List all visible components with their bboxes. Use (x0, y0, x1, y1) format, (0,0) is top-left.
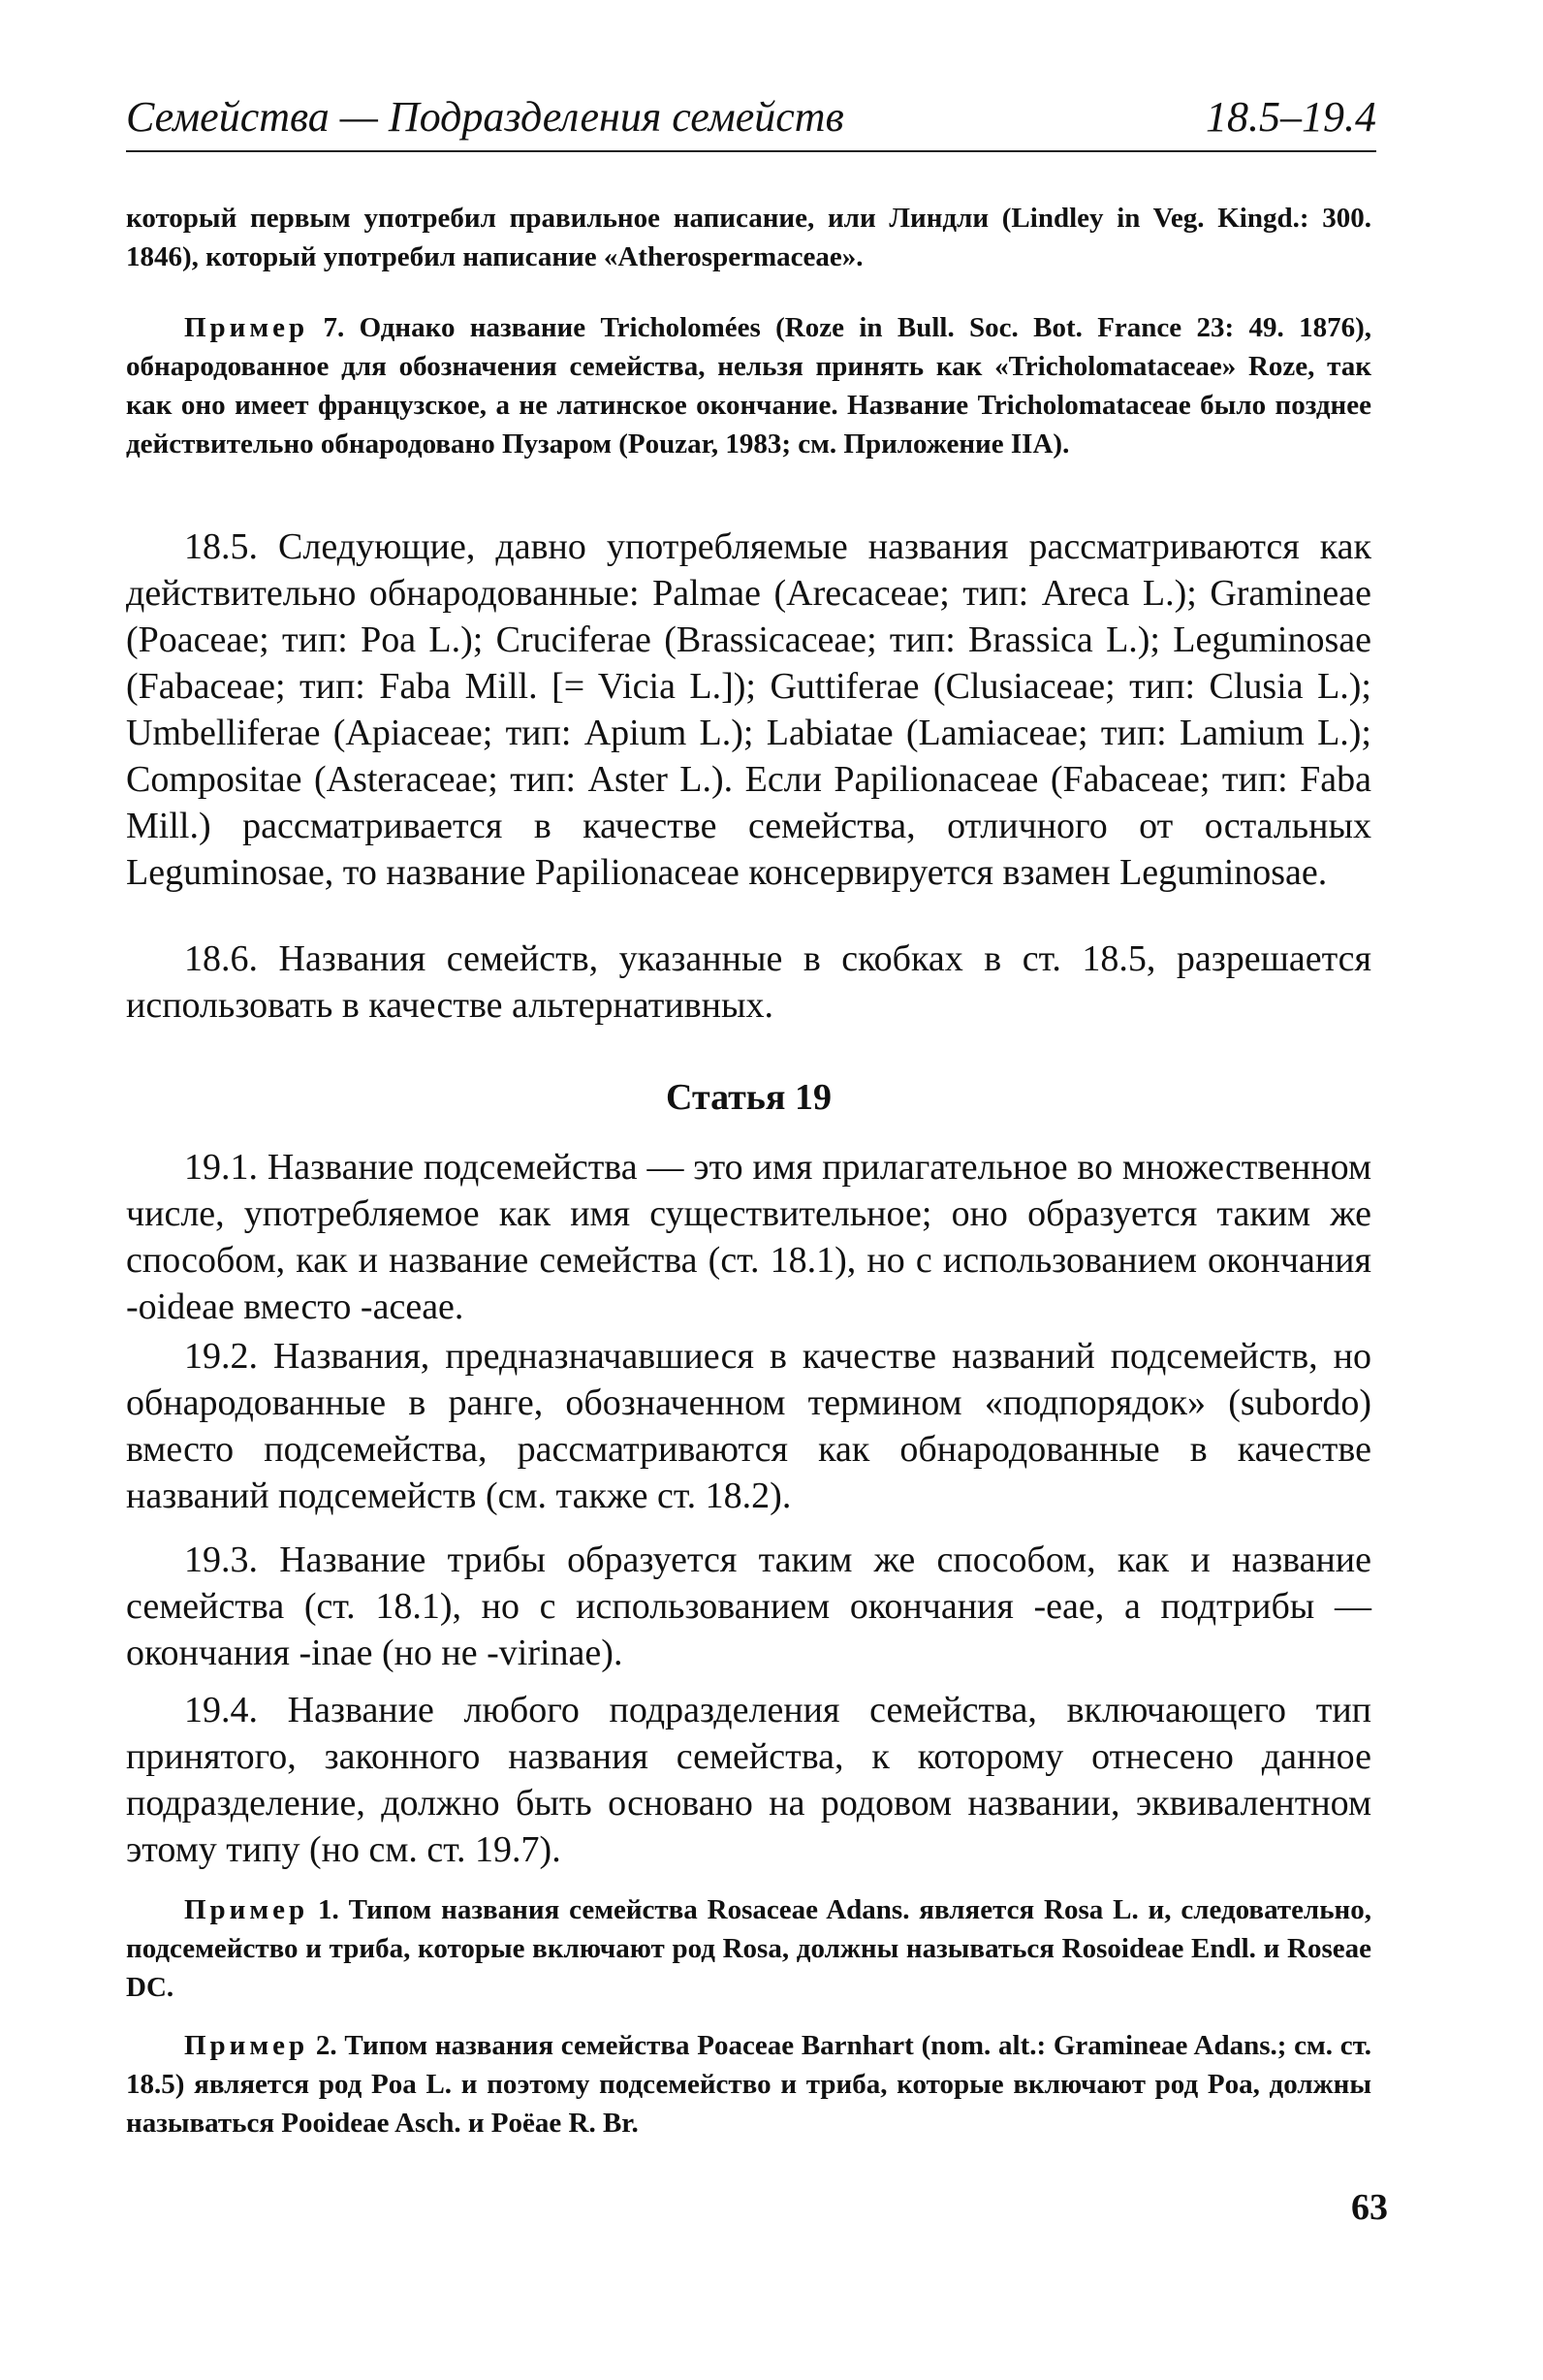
example-label: Пример (184, 2030, 309, 2061)
running-header (126, 92, 1376, 152)
header-article-range: 18.5–19.4 (1206, 93, 1376, 141)
article-title: Статья 19 (666, 1077, 832, 1118)
paragraph-18-6: 18.6. Названия семейств, указанные в скобках в ст. 18.5, разрешается использовать в качестве альтернативных. (126, 938, 1371, 1026)
example-text: 1. Типом названия семейства Rosaceae Adans. является Rosa L. и, следовательно, подсемейство и триба, которые включают род Rosa, должны называться Rosoideae Endl. и Roseae DC. (126, 1894, 1371, 2003)
paragraph-19-2: 19.2. Названия, предназначавшиеся в качестве названий подсемейств, но обнародованные в ранге, обозначенном термином «подпорядок» (subordo) вместо подсемейства, рассматриваются как обнародованные в качестве названий подсемейств (см. также ст. 18.2). (126, 1336, 1371, 1516)
example-label: Пример (184, 312, 309, 343)
paragraph-18-5: 18.5. Следующие, давно употребляемые названия рассматриваются как действительно обнародованные: Palmae (Arecaceae; тип: Areca L.); Gramineae (Poaceae; тип: Poa L.); Cruciferae (Brassicaceae; тип: Brassica L.); Leguminosae (Fabaceae; тип: Faba Mill. [= Vicia L.]); Guttiferae (Clusiaceae; тип: Clusia L.); Umbelliferae (Apiaceae; тип: Apium L.); Labiatae (Lamiaceae; тип: Lamium L.); Compositae (Asteraceae; тип: Aster L.). Если Papilionaceae (Fabaceae; тип: Faba Mill.) рассматривается в качестве семейства, отличного от остальных Leguminosae, то название Papilionaceae консервируется взамен Leguminosae. (126, 526, 1371, 893)
example-7 (126, 308, 1371, 463)
page-number: 63 (1351, 2187, 1388, 2228)
paragraph-19-1: 19.1. Название подсемейства — это имя прилагательное во множественном числе, употребляемое как имя существительное; оно образуется таким же способом, как и название семейства (ст. 18.1), но с использованием окончания -oideae вместо -aceae. (126, 1147, 1371, 1327)
example-1 (126, 1890, 1371, 2007)
example-label: Пример (184, 1894, 309, 1925)
paragraph-19-3: 19.3. Название трибы образуется таким же способом, как и название семейства (ст. 18.1), но с использованием окончания -eae, а подтрибы — окончания -inae (но не -virinae). (126, 1539, 1371, 1673)
example-text: 7. Однако название Tricholomées (Roze in Bull. Soc. Bot. France 23: 49. 1876), обнародованное для обозначения семейства, нельзя принять как «Tricholomataceae» Roze, так как оно имеет французское, а не латинское окончание. Название Tricholomataceae было позднее действительно обнародовано Пузаром (Pouzar, 1983; см. Приложение IIA). (126, 312, 1371, 460)
example-text: 2. Типом названия семейства Poaceae Barnhart (nom. alt.: Gramineae Adans.; см. ст. 18.5) является род Poa L. и поэтому подсемейство и триба, которые включают род Poa, должны называться Pooideae Asch. и Poëae R. Br. (126, 2030, 1371, 2139)
example-2 (126, 2026, 1371, 2142)
header-title: Семейства — Подразделения семейств (126, 93, 844, 141)
paragraph-continuation: который первым употребил правильное написание, или Линдли (Lindley in Veg. Kingd.: 300. 1846), который употребил написание «Atherospermaceae». (126, 203, 1371, 272)
paragraph-19-4: 19.4. Название любого подразделения семейства, включающего тип принятого, законного названия семейства, к которому отнесено данное подразделение, должно быть основано на родовом названии, эквивалентном этому типу (но см. ст. 19.7). (126, 1690, 1371, 1870)
